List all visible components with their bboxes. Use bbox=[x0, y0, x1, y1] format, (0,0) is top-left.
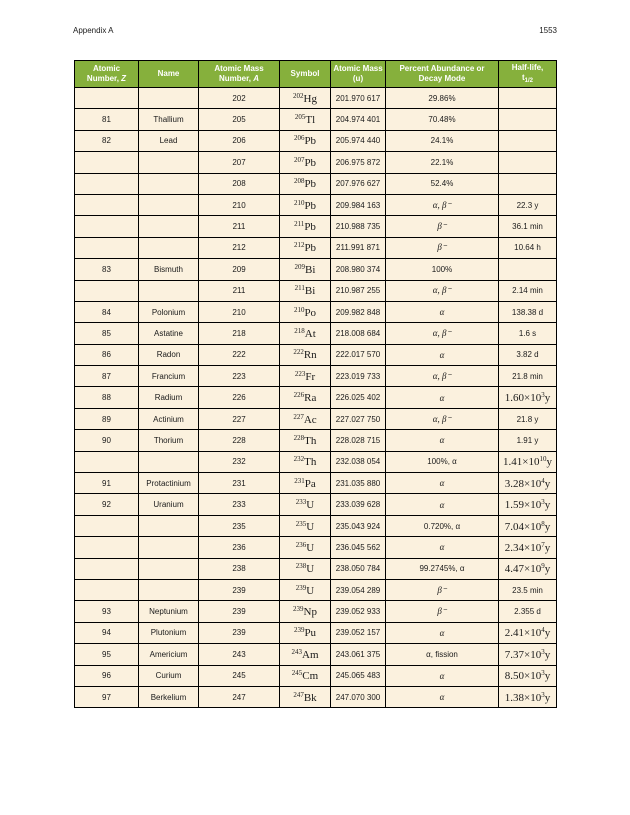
cell-atomic-number: 83 bbox=[75, 259, 139, 280]
cell-mass-number: 238 bbox=[199, 558, 280, 579]
cell-mass-number: 235 bbox=[199, 515, 280, 536]
cell-halflife: 3.82 d bbox=[499, 344, 557, 365]
cell-symbol: $^{239}$Np bbox=[280, 601, 331, 622]
cell-atomic-mass: 208.980 374 bbox=[331, 259, 386, 280]
cell-abundance: α, β⁻ bbox=[386, 408, 499, 429]
table-row bbox=[75, 515, 557, 536]
cell-halflife: $3.28\times 10^4y$ bbox=[499, 473, 557, 494]
cell-mass-number: 226 bbox=[199, 387, 280, 408]
cell-abundance: α bbox=[386, 473, 499, 494]
table-row bbox=[75, 280, 557, 301]
cell-atomic-mass: 239.052 157 bbox=[331, 622, 386, 643]
col-header-atomic-number: Atomic Number, Z bbox=[75, 61, 139, 88]
cell-abundance: α bbox=[386, 622, 499, 643]
table-row bbox=[75, 387, 557, 408]
cell-abundance: α bbox=[386, 344, 499, 365]
table-row bbox=[75, 558, 557, 579]
cell-element-name: Actinium bbox=[139, 408, 199, 429]
cell-atomic-mass: 236.045 562 bbox=[331, 537, 386, 558]
cell-halflife: 22.3 y bbox=[499, 194, 557, 215]
cell-atomic-number: 91 bbox=[75, 473, 139, 494]
cell-atomic-mass: 227.027 750 bbox=[331, 408, 386, 429]
cell-atomic-number bbox=[75, 280, 139, 301]
cell-atomic-number bbox=[75, 194, 139, 215]
cell-symbol: $^{233}$U bbox=[280, 494, 331, 515]
cell-mass-number: 210 bbox=[199, 194, 280, 215]
col-header-abundance: Percent Abundance or Decay Mode bbox=[386, 61, 499, 88]
cell-abundance: α bbox=[386, 537, 499, 558]
cell-abundance: 70.48% bbox=[386, 109, 499, 130]
cell-symbol: $^{223}$Fr bbox=[280, 366, 331, 387]
cell-atomic-mass: 239.052 933 bbox=[331, 601, 386, 622]
cell-atomic-number: 90 bbox=[75, 430, 139, 451]
cell-element-name bbox=[139, 515, 199, 536]
cell-halflife: $2.41\times 10^4y$ bbox=[499, 622, 557, 643]
cell-element-name: Plutonium bbox=[139, 622, 199, 643]
cell-abundance: β⁻ bbox=[386, 579, 499, 600]
cell-abundance: α bbox=[386, 387, 499, 408]
cell-atomic-mass: 201.970 617 bbox=[331, 88, 386, 109]
cell-atomic-mass: 239.054 289 bbox=[331, 579, 386, 600]
cell-halflife bbox=[499, 109, 557, 130]
table-row bbox=[75, 194, 557, 215]
cell-atomic-number: 95 bbox=[75, 644, 139, 665]
cell-atomic-mass: 210.987 255 bbox=[331, 280, 386, 301]
cell-element-name bbox=[139, 558, 199, 579]
cell-atomic-number bbox=[75, 88, 139, 109]
cell-halflife bbox=[499, 259, 557, 280]
cell-atomic-number: 87 bbox=[75, 366, 139, 387]
cell-atomic-number: 97 bbox=[75, 686, 139, 707]
cell-halflife bbox=[499, 88, 557, 109]
table-row bbox=[75, 366, 557, 387]
cell-atomic-number bbox=[75, 515, 139, 536]
cell-symbol: $^{235}$U bbox=[280, 515, 331, 536]
cell-halflife: $8.50\times 10^3y$ bbox=[499, 665, 557, 686]
cell-atomic-mass: 205.974 440 bbox=[331, 130, 386, 151]
cell-element-name bbox=[139, 280, 199, 301]
cell-atomic-number: 94 bbox=[75, 622, 139, 643]
cell-symbol: $^{227}$Ac bbox=[280, 408, 331, 429]
cell-mass-number: 222 bbox=[199, 344, 280, 365]
cell-abundance: α bbox=[386, 665, 499, 686]
cell-atomic-number bbox=[75, 579, 139, 600]
table-row bbox=[75, 237, 557, 258]
cell-element-name: Thorium bbox=[139, 430, 199, 451]
cell-mass-number: 205 bbox=[199, 109, 280, 130]
cell-abundance: α bbox=[386, 686, 499, 707]
cell-symbol: $^{210}$Po bbox=[280, 301, 331, 322]
cell-mass-number: 218 bbox=[199, 323, 280, 344]
cell-atomic-mass: 243.061 375 bbox=[331, 644, 386, 665]
cell-atomic-number bbox=[75, 237, 139, 258]
cell-symbol: $^{212}$Pb bbox=[280, 237, 331, 258]
cell-mass-number: 231 bbox=[199, 473, 280, 494]
cell-atomic-mass: 238.050 784 bbox=[331, 558, 386, 579]
cell-element-name: Radium bbox=[139, 387, 199, 408]
cell-mass-number: 210 bbox=[199, 301, 280, 322]
cell-abundance: 22.1% bbox=[386, 152, 499, 173]
cell-mass-number: 245 bbox=[199, 665, 280, 686]
cell-element-name: Astatine bbox=[139, 323, 199, 344]
table-row bbox=[75, 301, 557, 322]
cell-halflife: $7.04\times 10^8y$ bbox=[499, 515, 557, 536]
cell-mass-number: 211 bbox=[199, 216, 280, 237]
cell-atomic-mass: 210.988 735 bbox=[331, 216, 386, 237]
cell-element-name: Berkelium bbox=[139, 686, 199, 707]
cell-mass-number: 239 bbox=[199, 601, 280, 622]
cell-atomic-number bbox=[75, 451, 139, 472]
cell-mass-number: 223 bbox=[199, 366, 280, 387]
cell-atomic-number: 81 bbox=[75, 109, 139, 130]
table-row bbox=[75, 451, 557, 472]
cell-abundance: α bbox=[386, 494, 499, 515]
table-row bbox=[75, 323, 557, 344]
cell-halflife: 2.14 min bbox=[499, 280, 557, 301]
cell-abundance: β⁻ bbox=[386, 237, 499, 258]
table-row bbox=[75, 109, 557, 130]
cell-abundance: 100% bbox=[386, 259, 499, 280]
cell-abundance: 0.720%, α bbox=[386, 515, 499, 536]
table-row bbox=[75, 686, 557, 707]
cell-symbol: $^{207}$Pb bbox=[280, 152, 331, 173]
table-row bbox=[75, 601, 557, 622]
table-row bbox=[75, 88, 557, 109]
col-header-symbol: Symbol bbox=[280, 61, 331, 88]
cell-atomic-number: 84 bbox=[75, 301, 139, 322]
table-row bbox=[75, 665, 557, 686]
cell-abundance: α, fission bbox=[386, 644, 499, 665]
cell-atomic-mass: 226.025 402 bbox=[331, 387, 386, 408]
cell-symbol: $^{239}$Pu bbox=[280, 622, 331, 643]
cell-halflife: 36.1 min bbox=[499, 216, 557, 237]
cell-symbol: $^{209}$Bi bbox=[280, 259, 331, 280]
cell-atomic-number: 82 bbox=[75, 130, 139, 151]
cell-atomic-mass: 245.065 483 bbox=[331, 665, 386, 686]
cell-symbol: $^{218}$At bbox=[280, 323, 331, 344]
cell-symbol: $^{206}$Pb bbox=[280, 130, 331, 151]
cell-symbol: $^{211}$Pb bbox=[280, 216, 331, 237]
cell-element-name: Neptunium bbox=[139, 601, 199, 622]
cell-mass-number: 239 bbox=[199, 579, 280, 600]
cell-mass-number: 202 bbox=[199, 88, 280, 109]
cell-element-name bbox=[139, 194, 199, 215]
cell-element-name: Bismuth bbox=[139, 259, 199, 280]
cell-abundance: α bbox=[386, 430, 499, 451]
cell-abundance: 99.2745%, α bbox=[386, 558, 499, 579]
cell-abundance: α, β⁻ bbox=[386, 366, 499, 387]
cell-element-name: Lead bbox=[139, 130, 199, 151]
table-header-row bbox=[75, 61, 557, 88]
cell-element-name bbox=[139, 451, 199, 472]
cell-symbol: $^{243}$Am bbox=[280, 644, 331, 665]
cell-atomic-number bbox=[75, 558, 139, 579]
cell-mass-number: 233 bbox=[199, 494, 280, 515]
cell-halflife bbox=[499, 173, 557, 194]
cell-abundance: α bbox=[386, 301, 499, 322]
cell-abundance: 100%, α bbox=[386, 451, 499, 472]
cell-atomic-mass: 207.976 627 bbox=[331, 173, 386, 194]
cell-element-name bbox=[139, 579, 199, 600]
cell-element-name: Curium bbox=[139, 665, 199, 686]
cell-mass-number: 211 bbox=[199, 280, 280, 301]
cell-halflife: $1.38\times 10^3y$ bbox=[499, 686, 557, 707]
cell-element-name: Americium bbox=[139, 644, 199, 665]
col-header-name: Name bbox=[139, 61, 199, 88]
cell-mass-number: 227 bbox=[199, 408, 280, 429]
cell-atomic-number bbox=[75, 216, 139, 237]
table-row bbox=[75, 430, 557, 451]
cell-atomic-mass: 218.008 684 bbox=[331, 323, 386, 344]
cell-halflife: $1.41\times 10^{10}y$ bbox=[499, 451, 557, 472]
cell-symbol: $^{202}$Hg bbox=[280, 88, 331, 109]
cell-mass-number: 208 bbox=[199, 173, 280, 194]
table-row bbox=[75, 494, 557, 515]
cell-halflife: $1.59\times 10^3y$ bbox=[499, 494, 557, 515]
cell-atomic-number: 92 bbox=[75, 494, 139, 515]
cell-element-name bbox=[139, 237, 199, 258]
cell-symbol: $^{226}$Ra bbox=[280, 387, 331, 408]
cell-halflife bbox=[499, 130, 557, 151]
cell-abundance: α, β⁻ bbox=[386, 323, 499, 344]
cell-abundance: 29.86% bbox=[386, 88, 499, 109]
cell-mass-number: 239 bbox=[199, 622, 280, 643]
cell-atomic-number: 89 bbox=[75, 408, 139, 429]
cell-element-name: Polonium bbox=[139, 301, 199, 322]
cell-atomic-mass: 233.039 628 bbox=[331, 494, 386, 515]
cell-atomic-mass: 228.028 715 bbox=[331, 430, 386, 451]
cell-abundance: α, β⁻ bbox=[386, 194, 499, 215]
cell-atomic-mass: 211.991 871 bbox=[331, 237, 386, 258]
table-row bbox=[75, 408, 557, 429]
cell-symbol: $^{228}$Th bbox=[280, 430, 331, 451]
cell-element-name: Uranium bbox=[139, 494, 199, 515]
cell-atomic-number: 88 bbox=[75, 387, 139, 408]
cell-atomic-mass: 231.035 880 bbox=[331, 473, 386, 494]
cell-halflife: 1.6 s bbox=[499, 323, 557, 344]
cell-halflife bbox=[499, 152, 557, 173]
page-number: 1553 bbox=[539, 26, 557, 35]
cell-symbol: $^{239}$U bbox=[280, 579, 331, 600]
cell-element-name: Radon bbox=[139, 344, 199, 365]
cell-halflife: 21.8 y bbox=[499, 408, 557, 429]
cell-halflife: 21.8 min bbox=[499, 366, 557, 387]
cell-element-name bbox=[139, 216, 199, 237]
cell-symbol: $^{231}$Pa bbox=[280, 473, 331, 494]
cell-element-name bbox=[139, 537, 199, 558]
table-row bbox=[75, 344, 557, 365]
table-row bbox=[75, 259, 557, 280]
cell-halflife: $1.60\times 10^3y$ bbox=[499, 387, 557, 408]
cell-halflife: 23.5 min bbox=[499, 579, 557, 600]
cell-abundance: β⁻ bbox=[386, 601, 499, 622]
cell-symbol: $^{211}$Bi bbox=[280, 280, 331, 301]
cell-atomic-number: 96 bbox=[75, 665, 139, 686]
cell-element-name bbox=[139, 173, 199, 194]
cell-symbol: $^{238}$U bbox=[280, 558, 331, 579]
cell-atomic-mass: 209.982 848 bbox=[331, 301, 386, 322]
table-row bbox=[75, 579, 557, 600]
table-row bbox=[75, 537, 557, 558]
table-row bbox=[75, 130, 557, 151]
page-header-section: Appendix A bbox=[73, 26, 114, 35]
cell-abundance: α, β⁻ bbox=[386, 280, 499, 301]
cell-symbol: $^{247}$Bk bbox=[280, 686, 331, 707]
cell-element-name bbox=[139, 88, 199, 109]
cell-atomic-mass: 222.017 570 bbox=[331, 344, 386, 365]
cell-atomic-mass: 232.038 054 bbox=[331, 451, 386, 472]
table-row bbox=[75, 216, 557, 237]
cell-atomic-mass: 223.019 733 bbox=[331, 366, 386, 387]
cell-element-name bbox=[139, 152, 199, 173]
cell-atomic-number: 93 bbox=[75, 601, 139, 622]
cell-atomic-mass: 209.984 163 bbox=[331, 194, 386, 215]
cell-atomic-number bbox=[75, 537, 139, 558]
isotope-table bbox=[74, 60, 557, 708]
cell-symbol: $^{210}$Pb bbox=[280, 194, 331, 215]
table-row bbox=[75, 622, 557, 643]
cell-halflife: 2.355 d bbox=[499, 601, 557, 622]
cell-atomic-number: 85 bbox=[75, 323, 139, 344]
table-row bbox=[75, 152, 557, 173]
cell-mass-number: 236 bbox=[199, 537, 280, 558]
cell-halflife: 1.91 y bbox=[499, 430, 557, 451]
cell-abundance: 52.4% bbox=[386, 173, 499, 194]
col-header-halflife: Half-life, $t_{1/2}$ bbox=[499, 61, 557, 88]
cell-halflife: 138.38 d bbox=[499, 301, 557, 322]
cell-atomic-mass: 247.070 300 bbox=[331, 686, 386, 707]
cell-atomic-number: 86 bbox=[75, 344, 139, 365]
cell-mass-number: 212 bbox=[199, 237, 280, 258]
table-row bbox=[75, 644, 557, 665]
cell-symbol: $^{208}$Pb bbox=[280, 173, 331, 194]
cell-symbol: $^{205}$Tl bbox=[280, 109, 331, 130]
cell-atomic-mass: 235.043 924 bbox=[331, 515, 386, 536]
cell-mass-number: 206 bbox=[199, 130, 280, 151]
col-header-atomic-mass: Atomic Mass (u) bbox=[331, 61, 386, 88]
cell-atomic-mass: 206.975 872 bbox=[331, 152, 386, 173]
cell-halflife: $4.47\times 10^9y$ bbox=[499, 558, 557, 579]
cell-symbol: $^{236}$U bbox=[280, 537, 331, 558]
cell-mass-number: 247 bbox=[199, 686, 280, 707]
cell-mass-number: 228 bbox=[199, 430, 280, 451]
cell-atomic-number bbox=[75, 152, 139, 173]
cell-symbol: $^{232}$Th bbox=[280, 451, 331, 472]
table-row bbox=[75, 173, 557, 194]
cell-mass-number: 243 bbox=[199, 644, 280, 665]
cell-mass-number: 209 bbox=[199, 259, 280, 280]
cell-symbol: $^{222}$Rn bbox=[280, 344, 331, 365]
cell-symbol: $^{245}$Cm bbox=[280, 665, 331, 686]
cell-element-name: Protactinium bbox=[139, 473, 199, 494]
cell-mass-number: 232 bbox=[199, 451, 280, 472]
cell-halflife: $7.37\times 10^3y$ bbox=[499, 644, 557, 665]
cell-element-name: Thallium bbox=[139, 109, 199, 130]
cell-mass-number: 207 bbox=[199, 152, 280, 173]
cell-halflife: $2.34\times 10^7y$ bbox=[499, 537, 557, 558]
cell-abundance: β⁻ bbox=[386, 216, 499, 237]
col-header-mass-number: Atomic Mass Number, A bbox=[199, 61, 280, 88]
cell-atomic-number bbox=[75, 173, 139, 194]
cell-abundance: 24.1% bbox=[386, 130, 499, 151]
cell-halflife: 10.64 h bbox=[499, 237, 557, 258]
cell-element-name: Francium bbox=[139, 366, 199, 387]
cell-atomic-mass: 204.974 401 bbox=[331, 109, 386, 130]
table-row bbox=[75, 473, 557, 494]
